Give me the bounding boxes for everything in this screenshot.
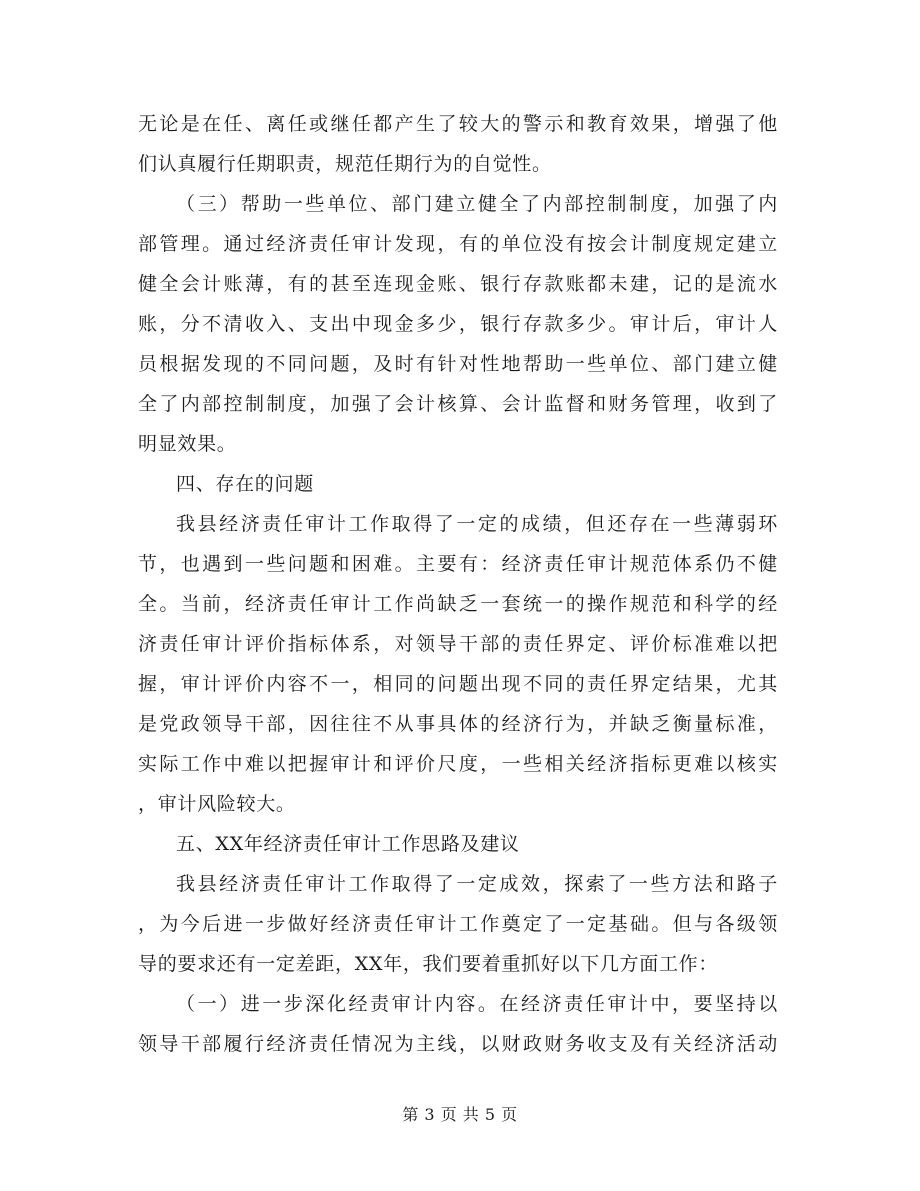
paragraph-line: 账，分不清收入、支出中现金多少，银行存款多少。审计后，审计人: [138, 313, 778, 335]
paragraph-line: （三）帮助一些单位、部门建立健全了内部控制制度，加强了内: [176, 193, 778, 215]
paragraph-line: 领导干部履行经济责任情况为主线，以财政财务收支及有关经济活动: [138, 1033, 778, 1055]
paragraph-line: 们认真履行任期职责，规范任期行为的自觉性。: [138, 153, 552, 175]
section-heading: 四、存在的问题: [176, 473, 314, 495]
paragraph-line: 全了内部控制制度，加强了会计核算、会计监督和财务管理，收到了: [138, 393, 778, 415]
paragraph-line: ，为今后进一步做好经济责任审计工作奠定了一定基础。但与各级领: [138, 913, 778, 935]
paragraph-line: 济责任审计评价指标体系，对领导干部的责任界定、评价标准难以把: [138, 633, 778, 655]
paragraph-line: 是党政领导干部，因往往不从事具体的经济行为，并缺乏衡量标准，: [138, 713, 778, 735]
paragraph-line: 员根据发现的不同问题，及时有针对性地帮助一些单位、部门建立健: [138, 353, 778, 375]
paragraph-line: 实际工作中难以把握审计和评价尺度，一些相关经济指标更难以核实: [138, 753, 778, 775]
paragraph-line: 节，也遇到一些问题和困难。主要有：经济责任审计规范体系仍不健: [138, 553, 778, 575]
paragraph-line: 无论是在任、离任或继任都产生了较大的警示和教育效果，增强了他: [138, 113, 778, 135]
paragraph-line: 我县经济责任审计工作取得了一定的成绩，但还存在一些薄弱环: [176, 513, 778, 535]
paragraph-line: 部管理。通过经济责任审计发现，有的单位没有按会计制度规定建立: [138, 233, 778, 255]
page-number-label: 第 3 页 共 5 页: [402, 1105, 518, 1124]
paragraph-line: 导的要求还有一定差距，XX年，我们要着重抓好以下几方面工作：: [138, 953, 719, 975]
paragraph-line: 健全会计账薄，有的甚至连现金账、银行存款账都未建，记的是流水: [138, 273, 778, 295]
document-body: [138, 104, 778, 1064]
paragraph-line: 全。当前，经济责任审计工作尚缺乏一套统一的操作规范和科学的经: [138, 593, 778, 615]
page-footer: [0, 1102, 920, 1125]
paragraph-line: 明显效果。: [138, 433, 237, 455]
paragraph-line: 我县经济责任审计工作取得了一定成效，探索了一些方法和路子: [176, 873, 778, 895]
paragraph-line: （一）进一步深化经责审计内容。在经济责任审计中，要坚持以: [176, 993, 778, 1015]
paragraph-line: 握，审计评价内容不一，相同的问题出现不同的责任界定结果，尤其: [138, 673, 778, 695]
paragraph-line: ，审计风险较大。: [138, 793, 296, 815]
section-heading: 五、XX年经济责任审计工作思路及建议: [176, 833, 520, 855]
